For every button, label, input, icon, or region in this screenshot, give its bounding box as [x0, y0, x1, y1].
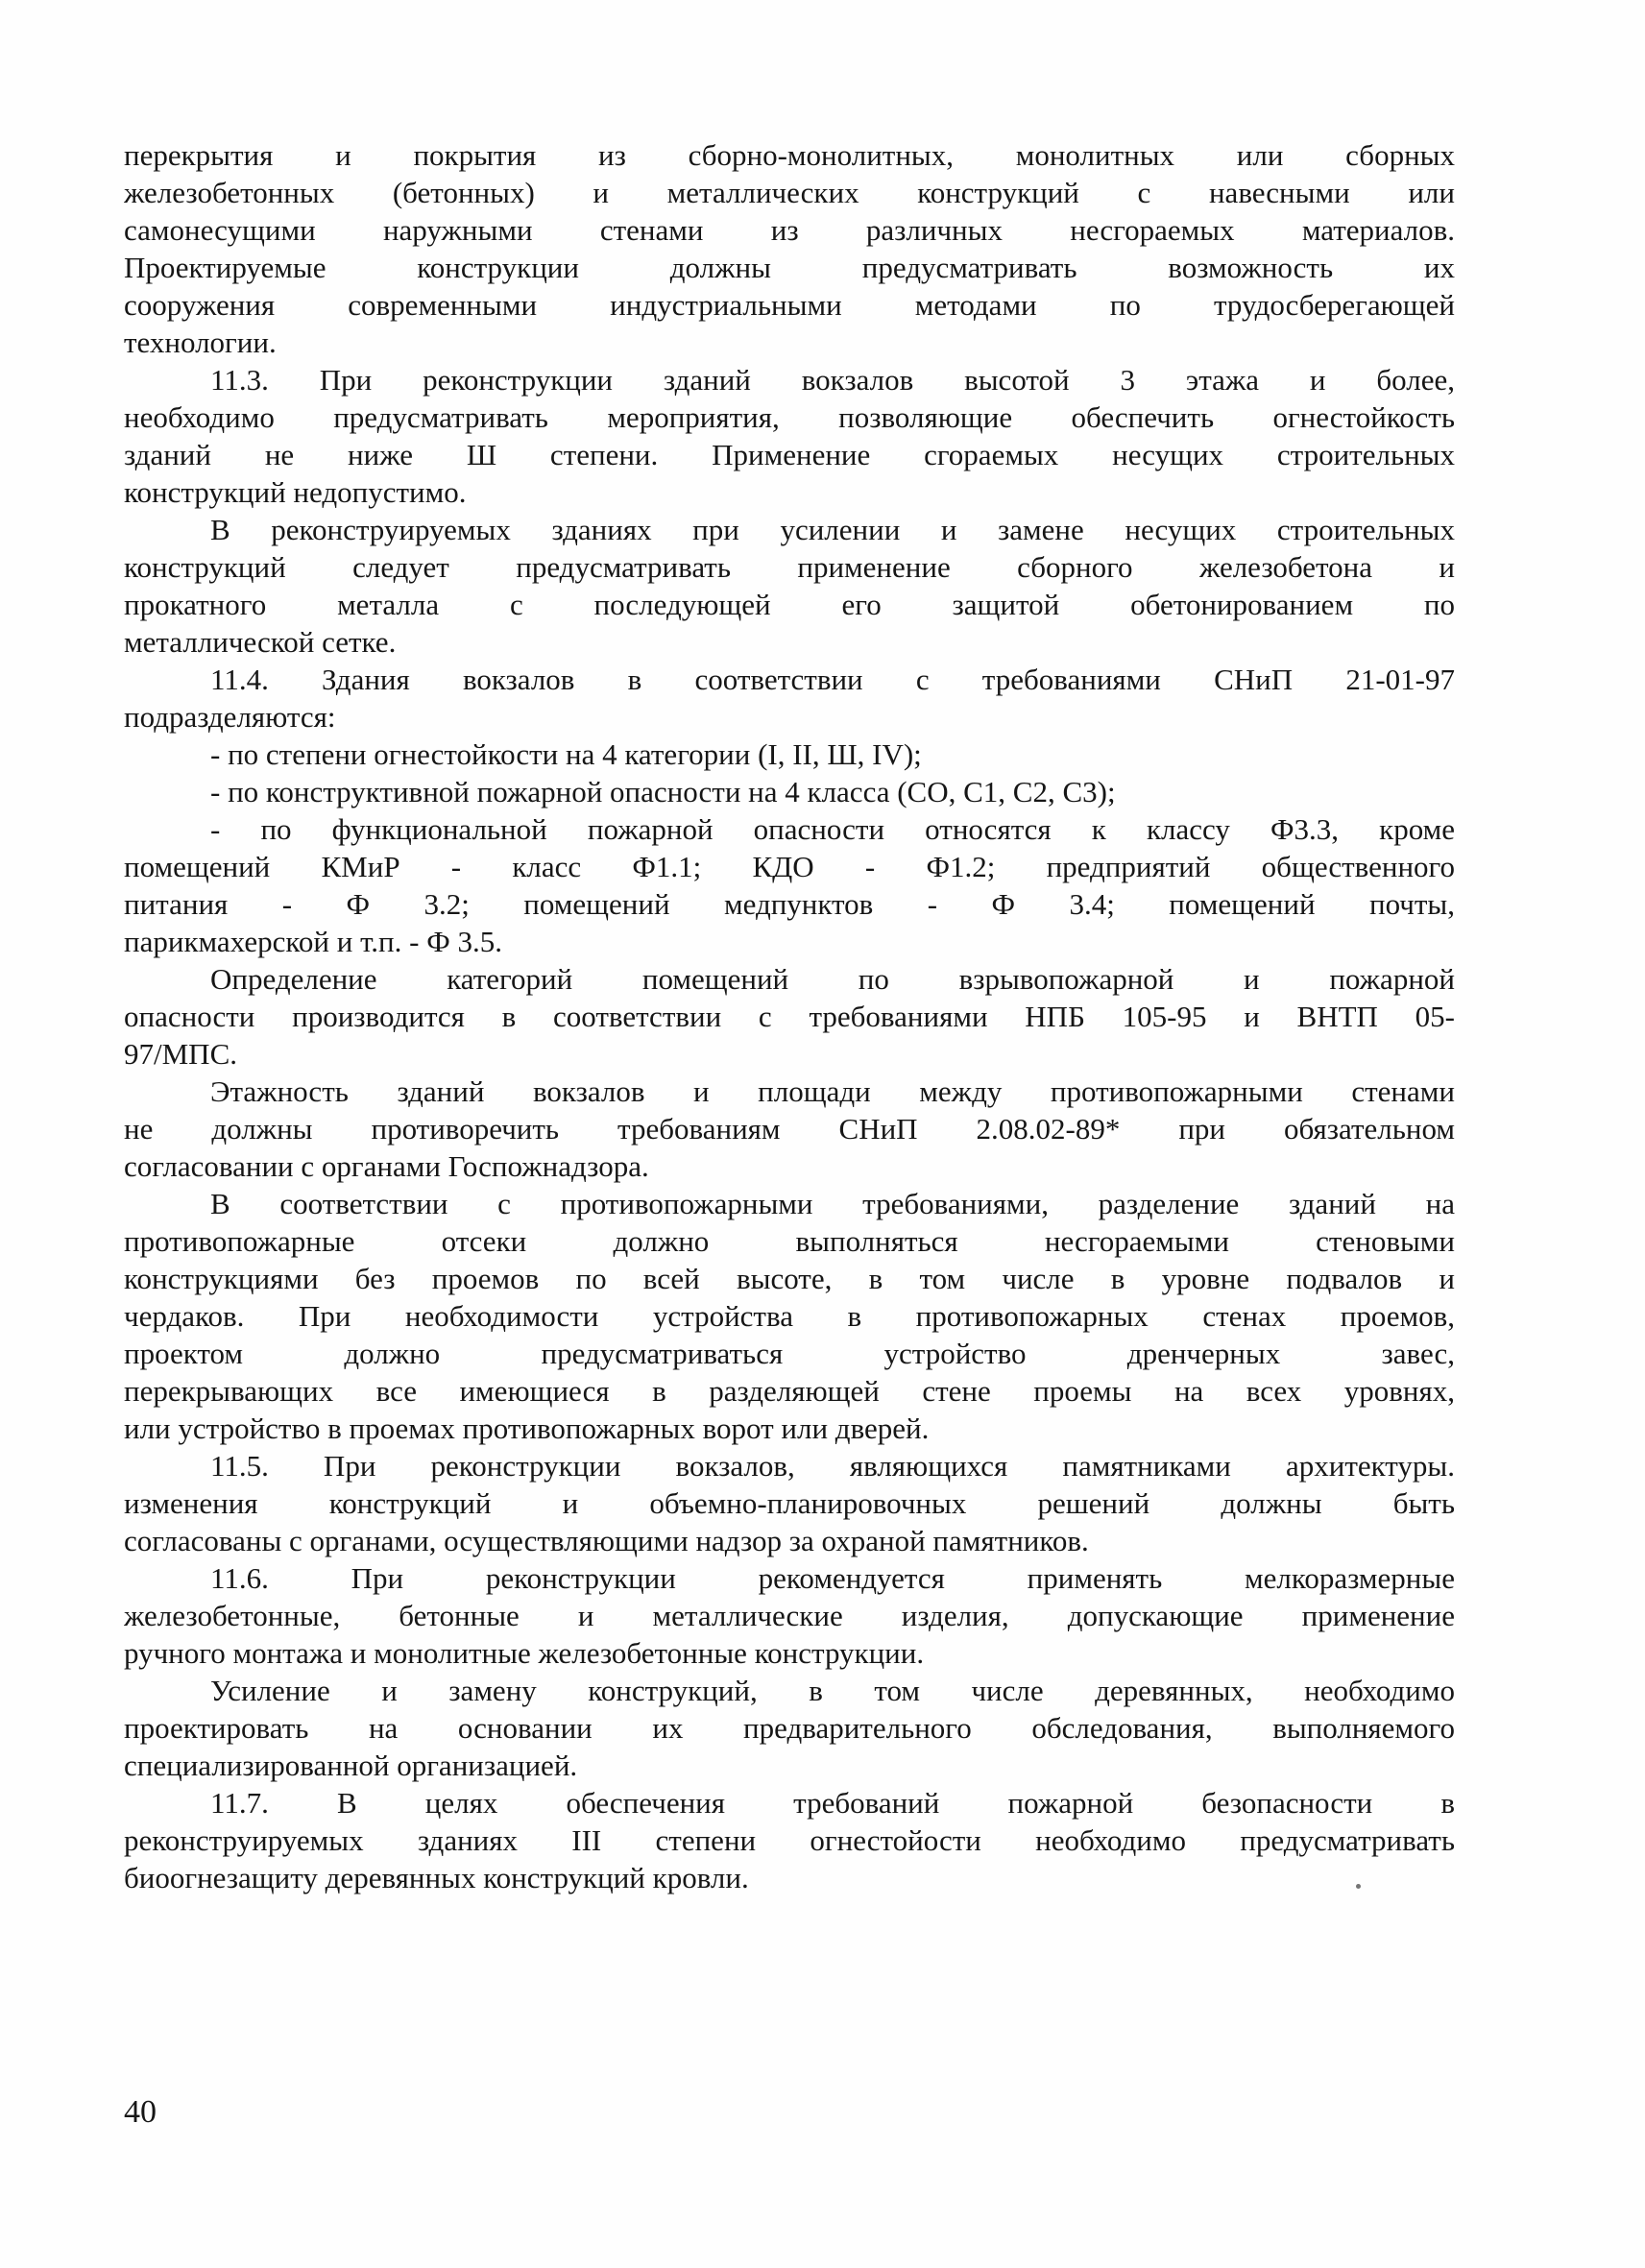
- text-line: железобетонные, бетонные и металлические изделия, допускающие применение: [124, 1599, 1455, 1632]
- text-line: противопожарные отсеки должно выполняться несгораемыми стеновыми: [124, 1224, 1455, 1258]
- document-text: [124, 136, 1455, 1896]
- text-line: проектом должно предусматриваться устройство дренчерных завес,: [124, 1337, 1455, 1370]
- text-line: железобетонных (бетонных) и металлических конструкций с навесными или: [124, 176, 1455, 209]
- text-line: парикмахерской и т.п. - Ф 3.5.: [124, 925, 502, 958]
- text-line: проектировать на основании их предварительного обследования, выполняемого: [124, 1711, 1455, 1745]
- text-line: 97/МПС.: [124, 1037, 237, 1071]
- text-line: Проектируемые конструкции должны предусматривать возможность их: [124, 251, 1455, 284]
- paragraph: [124, 1672, 1455, 1784]
- scan-artifact-dot: [1356, 1884, 1361, 1889]
- paragraph: [124, 773, 1455, 810]
- text-line: - по степени огнестойкости на 4 категории (I, II, Ш, IV);: [210, 737, 922, 771]
- text-line: сооружения современными индустриальными методами по трудосберегающей: [124, 288, 1455, 322]
- text-line: необходимо предусматривать мероприятия, позволяющие обеспечить огнестойкость: [124, 400, 1455, 434]
- text-line: или устройство в проемах противопожарных ворот или дверей.: [124, 1411, 930, 1445]
- text-line: конструкций недопустимо.: [124, 475, 467, 509]
- text-line: согласованы с органами, осуществляющими надзор за охраной памятников.: [124, 1524, 1089, 1557]
- text-line: конструкций следует предусматривать применение сборного железобетона и: [124, 550, 1455, 584]
- text-line: специализированной организацией.: [124, 1749, 578, 1782]
- paragraph: [124, 1447, 1455, 1559]
- paragraph: [124, 661, 1455, 736]
- text-line: подразделяются:: [124, 700, 336, 734]
- page-number: 40: [124, 2094, 157, 2130]
- paragraph: [124, 960, 1455, 1073]
- text-line: 11.7. В целях обеспечения требований пожарной безопасности в: [210, 1786, 1455, 1820]
- text-line: биоогнезащиту деревянных конструкций кровли.: [124, 1861, 749, 1894]
- text-line: технологии.: [124, 326, 277, 359]
- text-line: Усиление и замену конструкций, в том числе деревянных, необходимо: [210, 1674, 1455, 1707]
- text-line: Этажность зданий вокзалов и площади между противопожарными стенами: [210, 1074, 1455, 1108]
- paragraph: [124, 361, 1455, 511]
- paragraph: [124, 1185, 1455, 1447]
- text-line: 11.4. Здания вокзалов в соответствии с требованиями СНиП 21-01-97: [210, 663, 1455, 696]
- text-line: опасности производится в соответствии с требованиями НПБ 105-95 и ВНТП 05-: [124, 1000, 1455, 1033]
- paragraph: [124, 136, 1455, 361]
- text-line: 11.6. При реконструкции рекомендуется применять мелкоразмерные: [210, 1561, 1455, 1595]
- text-line: согласовании с органами Госпожнадзора.: [124, 1149, 649, 1183]
- text-line: В реконструируемых зданиях при усилении и замене несущих строительных: [210, 513, 1455, 546]
- text-line: - по функциональной пожарной опасности относятся к классу Ф3.3, кроме: [210, 812, 1455, 846]
- text-line: металлической сетке.: [124, 625, 397, 659]
- text-line: 11.5. При реконструкции вокзалов, являющихся памятниками архитектуры.: [210, 1449, 1455, 1483]
- text-line: зданий не ниже Ш степени. Применение сгораемых несущих строительных: [124, 438, 1455, 471]
- text-line: 11.3. При реконструкции зданий вокзалов высотой 3 этажа и более,: [210, 363, 1455, 397]
- text-line: изменения конструкций и объемно-планировочных решений должны быть: [124, 1486, 1455, 1520]
- paragraph: [124, 1559, 1455, 1672]
- text-line: помещений КМиР - класс Ф1.1; КДО - Ф1.2; предприятий общественного: [124, 850, 1455, 883]
- text-line: конструкциями без проемов по всей высоте, в том числе в уровне подвалов и: [124, 1262, 1455, 1295]
- text-line: перекрывающих все имеющиеся в разделяющей стене проемы на всех уровнях,: [124, 1374, 1455, 1408]
- text-line: ручного монтажа и монолитные железобетонные конструкции.: [124, 1636, 925, 1670]
- text-line: чердаков. При необходимости устройства в противопожарных стенах проемов,: [124, 1299, 1455, 1333]
- text-line: - по конструктивной пожарной опасности на 4 класса (СО, С1, С2, С3);: [210, 775, 1116, 808]
- text-line: прокатного металла с последующей его защитой обетонированием по: [124, 588, 1455, 621]
- paragraph: [124, 1073, 1455, 1185]
- paragraph: [124, 511, 1455, 661]
- text-line: реконструируемых зданиях III степени огнестойости необходимо предусматривать: [124, 1823, 1455, 1857]
- text-line: Определение категорий помещений по взрывопожарной и пожарной: [210, 962, 1455, 996]
- paragraph: [124, 736, 1455, 773]
- paragraph: [124, 810, 1455, 960]
- paragraph: [124, 1784, 1455, 1896]
- text-line: В соответствии с противопожарными требованиями, разделение зданий на: [210, 1187, 1455, 1220]
- text-line: не должны противоречить требованиям СНиП 2.08.02-89* при обязательном: [124, 1112, 1455, 1146]
- text-line: самонесущими наружными стенами из различных несгораемых материалов.: [124, 213, 1455, 247]
- text-line: перекрытия и покрытия из сборно-монолитных, монолитных или сборных: [124, 138, 1455, 172]
- text-line: питания - Ф 3.2; помещений медпунктов - Ф 3.4; помещений почты,: [124, 887, 1455, 921]
